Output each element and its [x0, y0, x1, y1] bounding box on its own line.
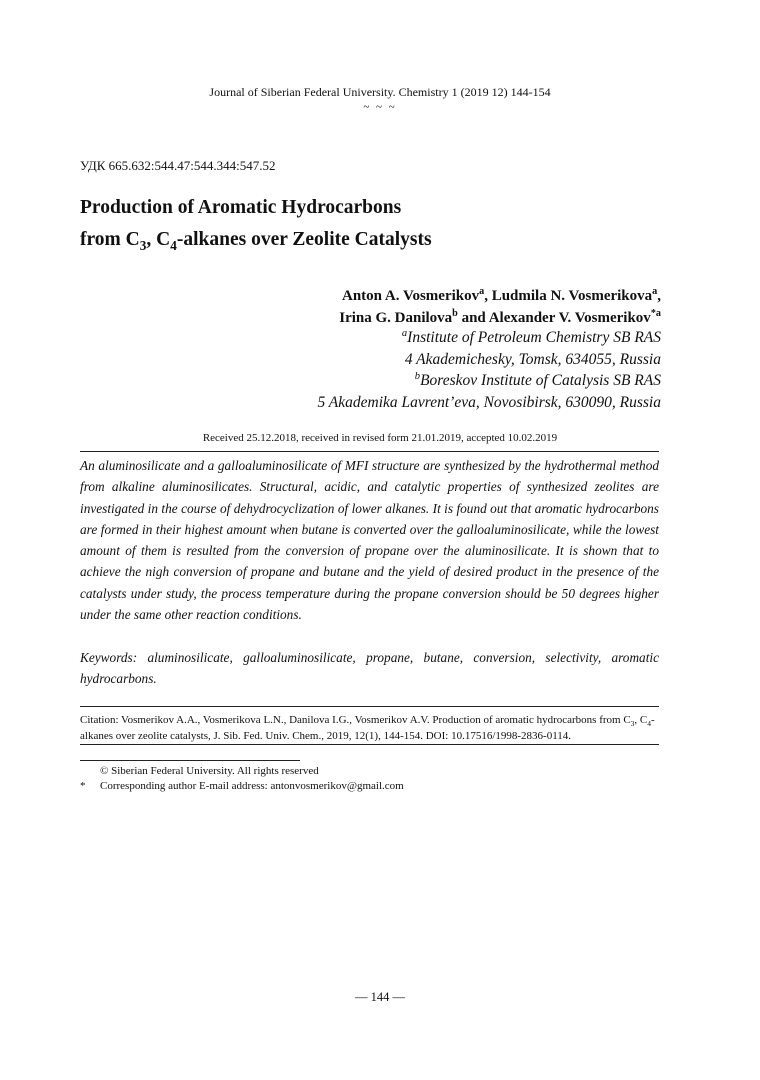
title-line-1: Production of Aromatic Hydrocarbons	[80, 197, 402, 218]
divider-top	[80, 451, 659, 452]
footnote-divider	[80, 760, 300, 761]
divider-citation-top	[80, 706, 659, 707]
received-dates: Received 25.12.2018, received in revised form 21.01.2019, accepted 10.02.2019	[202, 432, 558, 444]
udc-code: УДК 665.632:544.47:544.344:547.52	[80, 158, 276, 173]
divider-citation-bottom	[80, 744, 659, 745]
title-line-2: from $C_3$, $C_4$-alkanes over Zeolite Catalysts	[80, 229, 432, 253]
author-3: Irina G. Danilova	[339, 310, 453, 326]
abstract: An aluminosilicate and a galloaluminosilicate of MFI structure are synthesized by the hydrothermal method from alkaline aluminosilicates. Structural, acidic, and catalytic properties of synthesized zeolites are investigated in the course of dehydrocyclization of lower alkanes. It is found out that aromatic hydrocarbons are formed in their highest amount when butane is converted over the galloaluminosilicate, while the lowest amount of them is resulted from the conversion of propane over the aluminosilicate. It is shown that to achieve the nigh conversion of propane and butane and the yield of desired product in the presence of the catalysts under study, the process temperature during the propane conversion should be 50 degrees higher under the same other reaction conditions.	[80, 458, 659, 623]
corresponding-author-note: * Corresponding author E-mail address: antonvosmerikov@gmail.com	[80, 780, 404, 792]
footnotes	[80, 764, 659, 794]
affiliation-2-name: $^b$Boreskov Institute of Catalysis SB RAS	[414, 370, 661, 389]
header-separator: ~ ~ ~	[363, 101, 397, 113]
citation: Citation: Vosmerikov A.A., Vosmerikova L.N., Danilova I.G., Vosmerikov A.V. Production of aromatic hydrocarbons from $C_3$, $C_4$-alkanes over zeolite catalysts, J. Sib. Fed. Univ. Chem., 2019, 12(1), 144-154. DOI: 10.17516/1998-2836-0114.	[80, 714, 655, 742]
affiliation-1-address: 4 Akademichesky, Tomsk, 634055, Russia	[404, 350, 661, 368]
affiliations	[101, 327, 661, 413]
author-list: Anton A. Vosmerikov$^a$, Ludmila N. Vosmerikova$^a$, Irina G. Danilova$^b$ and Alexander V. Vosmerikov$^{*a}$	[339, 286, 661, 326]
author-1: Anton A. Vosmerikov	[342, 288, 480, 304]
author-4: Alexander V. Vosmerikov	[488, 310, 651, 326]
copyright-note: © Siberian Federal University. All rights reserved	[100, 765, 319, 777]
affiliation-2-address: 5 Akademika Lavrent’eva, Novosibirsk, 630090, Russia	[317, 393, 661, 411]
keywords: Keywords: aluminosilicate, galloaluminosilicate, propane, butane, conversion, selectivity, aromatic hydrocarbons.	[80, 650, 659, 687]
author-2: Ludmila N. Vosmerikova	[491, 288, 653, 304]
journal-header: Journal of Siberian Federal University. Chemistry 1 (2019 12) 144-154	[209, 85, 551, 99]
paper-title	[80, 192, 432, 256]
page-number: ― 144 ―	[355, 990, 405, 1004]
affiliation-1-name: $^a$Institute of Petroleum Chemistry SB RAS	[401, 327, 661, 346]
